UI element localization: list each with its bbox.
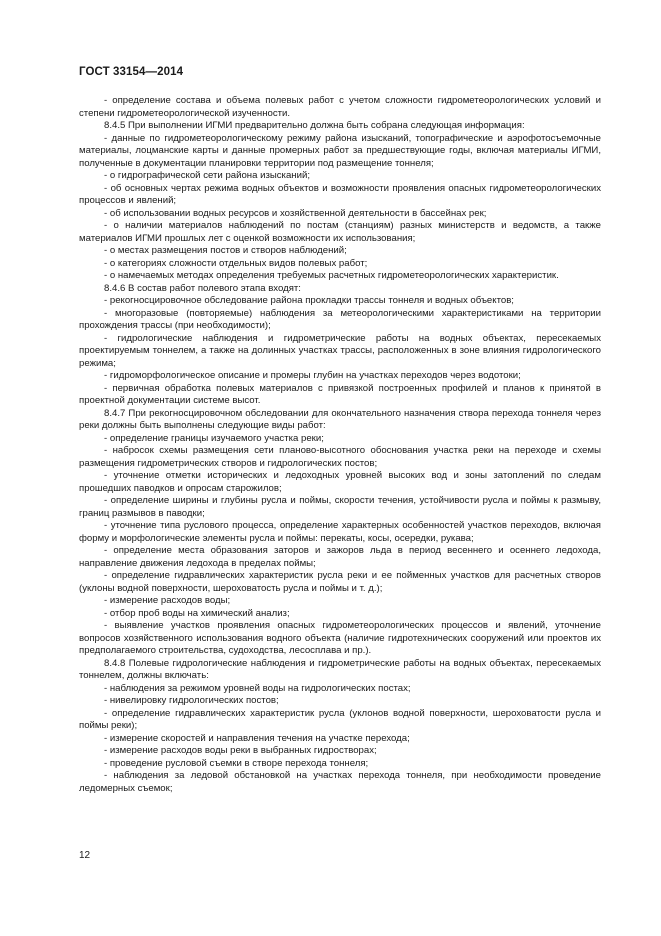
paragraph: - об основных чертах режима водных объектов и возможности проявления опасных гидрометеорологических процессов и явлений;	[79, 182, 601, 206]
paragraph: - измерение расходов воды реки в выбранных гидростворах;	[104, 745, 377, 756]
paragraph: - определение места образования заторов и зажоров льда в период весеннего и осеннего ледохода, направление движения ледохода в пределах поймы;	[79, 545, 601, 569]
paragraph: - определение гидравлических характеристик русла реки и ее пойменных участков для расчетных створов (уклоны водной поверхности, шероховатость русла и поймы и т. д.);	[79, 570, 601, 594]
paragraph: - определение состава и объема полевых работ с учетом сложности гидрометеорологических условий и степени гидрометеорологической изученности.	[79, 95, 601, 119]
paragraph: - наблюдения за режимом уровней воды на гидрологических постах;	[104, 682, 411, 694]
paragraph: - рекогносцировочное обследование района прокладки трассы тоннеля и водных объектов;	[104, 295, 514, 306]
paragraph: - набросок схемы размещения сети планово-высотного обоснования участка реки на переходе и схемы размещения гидрометрических створов и гидрологических постов;	[79, 445, 601, 469]
paragraph: - первичная обработка полевых материалов с привязкой построенных профилей и планов к принятой в проектной документации системе высот.	[79, 382, 601, 406]
paragraph: - гидроморфологическое описание и промеры глубин на участках переходов через водотоки;	[104, 370, 521, 381]
paragraph: - определение границы изучаемого участка реки;	[104, 432, 324, 444]
document-header: ГОСТ 33154—2014	[79, 66, 184, 78]
paragraph: - отбор проб воды на химический анализ;	[104, 607, 290, 619]
paragraph: - о гидрографической сети района изысканий;	[104, 170, 310, 181]
paragraph: - об использовании водных ресурсов и хозяйственной деятельности в бассейнах рек;	[104, 207, 487, 219]
paragraph: - нивелировку гидрологических постов;	[104, 695, 279, 706]
paragraph: 8.4.6 В состав работ полевого этапа входят:	[104, 282, 301, 294]
paragraph: - о местах размещения постов и створов наблюдений;	[104, 245, 347, 256]
paragraph: - проведение русловой съемки в створе перехода тоннеля;	[104, 757, 369, 769]
paragraph: - определение гидравлических характеристик русла (уклонов водной поверхности, шероховатости русла и поймы реки);	[79, 707, 601, 731]
paragraph: 8.4.5 При выполнении ИГМИ предварительно должна быть собрана следующая информация:	[104, 120, 525, 131]
paragraph: - о намечаемых методах определения требуемых расчетных гидрометеорологических характеристик.	[104, 270, 559, 281]
paragraph: - многоразовые (повторяемые) наблюдения за метеорологическими характеристиками на территории прохождения трассы (при необходимости);	[79, 307, 601, 331]
paragraph: - гидрологические наблюдения и гидрометрические работы на водных объектах, пересекаемых проектируемым тоннелем, а также на долинных участках трассы, расположенных в зоне влияния гидрологического режима;	[79, 332, 601, 369]
paragraph: - измерение скоростей и направления течения на участке перехода;	[104, 732, 410, 744]
paragraph: - определение ширины и глубины русла и поймы, скорости течения, устойчивости русла и поймы к размыву, границ размывов в паводки;	[79, 495, 601, 519]
paragraph: - измерение расходов воды;	[104, 595, 231, 606]
paragraph: 8.4.8 Полевые гидрологические наблюдения и гидрометрические работы на водных объектах, пересекаемых тоннелем, должны включать:	[79, 657, 601, 681]
paragraph: - уточнение типа руслового процесса, определение характерных особенностей участков переходов, включая форму и морфологические элементы русла и поймы: перекаты, косы, осередки, рукава;	[79, 520, 601, 544]
document-body	[79, 95, 601, 795]
paragraph: - данные по гидрометеорологическому режиму района изысканий, топографические и аэрофотосъемочные материалы, лоцманские карты и данные промерных работ за предшествующие годы, включая материалы ИГМИ, полученные в документации планировки территории под размещение тоннеля;	[79, 132, 601, 169]
paragraph: - наблюдения за ледовой обстановкой на участках перехода тоннеля, при необходимости проведение ледомерных съемок;	[79, 770, 601, 794]
paragraph: - о наличии материалов наблюдений по постам (станциям) разных министерств и ведомств, а также материалов ИГМИ прошлых лет с оценкой возможности их использования;	[79, 220, 601, 244]
page-number: 12	[79, 850, 91, 861]
paragraph: - о категориях сложности отдельных видов полевых работ;	[104, 257, 368, 269]
paragraph: 8.4.7 При рекогносцировочном обследовании для окончательного назначения створа перехода тоннеля через реки должны быть выполнены следующие виды работ:	[79, 407, 601, 431]
paragraph: - уточнение отметки исторических и ледоходных уровней высоких вод и зоны затоплений по следам прошедших паводков и опросам старожилов;	[79, 470, 601, 494]
paragraph: - выявление участков проявления опасных гидрометеорологических процессов и явлений, уточнение вопросов хозяйственного использования водного объекта (наличие гидротехнических сооружений или проектов их предполагаемого строительства, судоходства, лесосплава и пр.).	[79, 620, 601, 656]
